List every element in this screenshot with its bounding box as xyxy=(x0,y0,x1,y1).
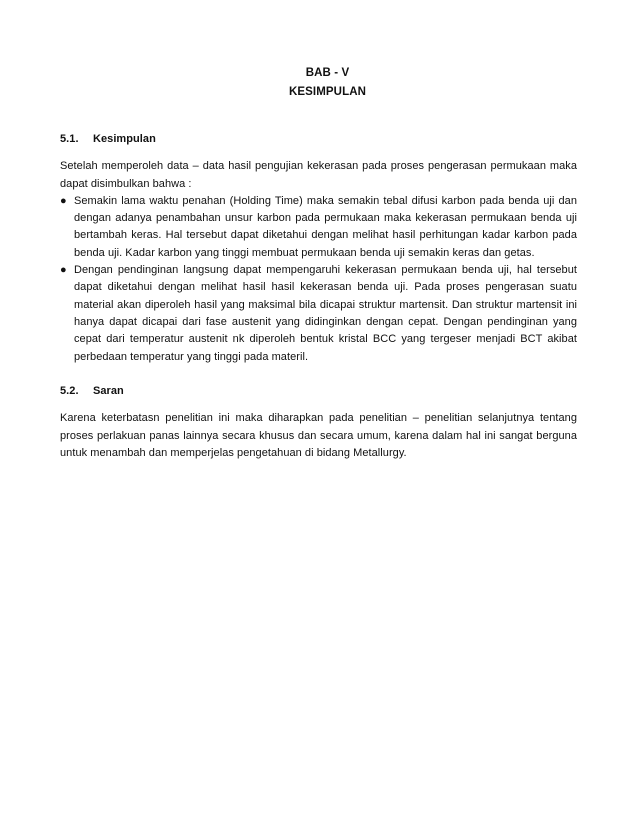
list-item-text: Dengan pendinginan langsung dapat mempengaruhi kekerasan permukaan benda uji, hal tersebut dapat diketahui dengan melihat hasil hasil kekerasan benda uji. Pada proses pengerasan suatu material akan diperoleh hasil yang maksimal bila dicapai struktur martensit. Dan struktur martensit ini hanya dapat dicapai dari fase austenit yang didinginkan dengan cepat. Dengan pendinginan yang cepat dari temperatur austenit nk diperoleh bentuk kristal BCC yang tergeser menjadi BCT akibat perbedaan temperatur yang tinggi pada materil. xyxy=(74,264,577,363)
section-heading xyxy=(60,131,577,148)
list-item-text: Semakin lama waktu penahan (Holding Time) maka semakin tebal difusi karbon pada benda uji dan dengan adanya penambahan unsur karbon pada permukaan maka kekerasan permukaan benda uji bertambah keras. Hal tersebut dapat diketahui dengan melihat hasil perhitungan kadar karbon pada benda uji. Kadar karbon yang tinggi membuat permukaan benda uji semakin keras dan getas. xyxy=(74,194,577,259)
list-item xyxy=(60,193,577,262)
section-title: Kesimpulan xyxy=(93,133,156,145)
conclusion-list xyxy=(60,193,577,366)
section-conclusion xyxy=(60,131,577,366)
bullet-icon: ● xyxy=(60,264,67,277)
section-suggestion xyxy=(60,383,577,462)
chapter-heading xyxy=(0,64,638,102)
section-heading xyxy=(60,383,577,400)
section-title: Saran xyxy=(93,385,124,397)
bullet-icon: ● xyxy=(60,194,67,207)
chapter-title: KESIMPULAN xyxy=(288,86,367,98)
section-number: 5.2. xyxy=(60,385,79,397)
chapter-label: BAB - V xyxy=(305,67,350,79)
suggestion-body: Karena keterbatasn penelitian ini maka diharapkan pada penelitian – penelitian selanjutnya tentang proses perlakuan panas lainnya secara khusus dan secara umum, karena dalam hal ini sangat berguna untuk menambah dan memperjelas pengetahuan di bidang Metallurgy. xyxy=(60,412,577,459)
section-number: 5.1. xyxy=(60,133,79,145)
conclusion-intro: Setelah memperoleh data – data hasil pengujian kekerasan pada proses pengerasan permukaan maka dapat disimbulkan bahwa : xyxy=(60,160,577,190)
list-item xyxy=(60,262,577,366)
